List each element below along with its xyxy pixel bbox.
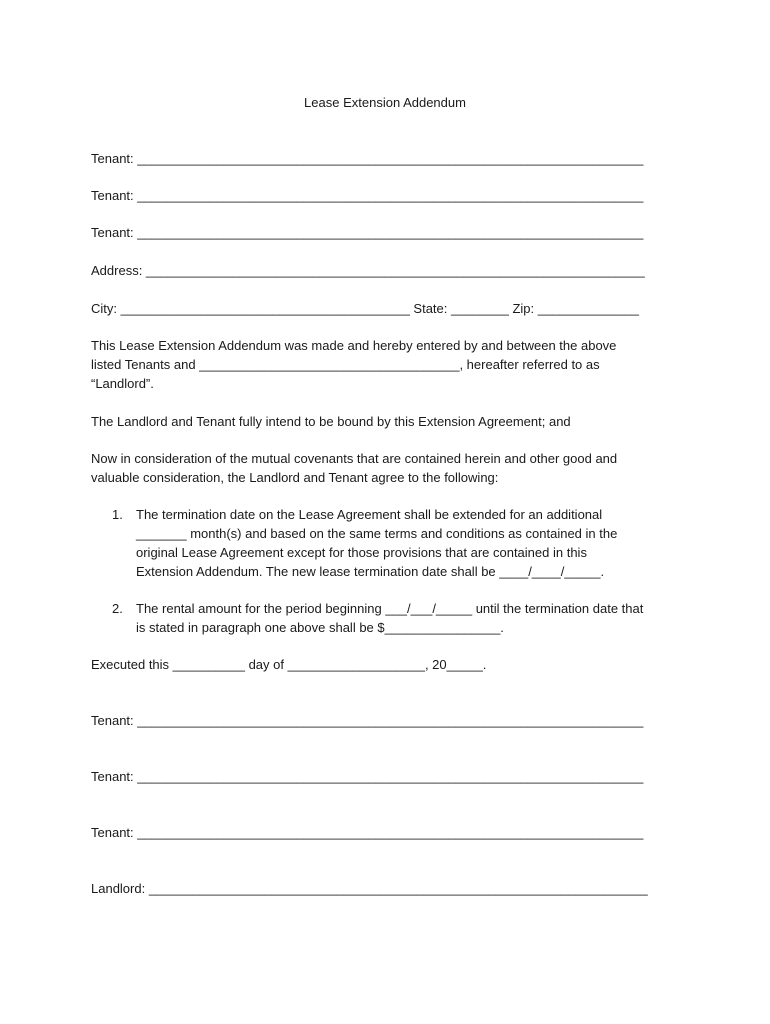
consideration-line: valuable consideration, the Landlord and Tenant agree to the following: bbox=[91, 470, 499, 485]
list-line: original Lease Agreement except for those provisions that are contained in this bbox=[136, 545, 587, 560]
intro-line: This Lease Extension Addendum was made and hereby entered by and between the above bbox=[91, 338, 617, 353]
address-field[interactable]: Address: _____________________________________________________________________ bbox=[91, 263, 645, 278]
months-blank-line[interactable]: _______ month(s) and based on the same terms and conditions as contained in the bbox=[136, 526, 618, 541]
consideration-paragraph bbox=[91, 449, 686, 487]
consideration-line: Now in consideration of the mutual covenants that are contained herein and other good and bbox=[91, 451, 618, 466]
tenant-signature-1[interactable]: Tenant: ______________________________________________________________________ bbox=[91, 713, 644, 728]
intent-paragraph bbox=[91, 412, 686, 431]
intro-paragraph bbox=[91, 336, 686, 393]
intro-line-landlord-blank[interactable]: listed Tenants and ____________________________________, hereafter referred to as bbox=[91, 357, 600, 372]
document-title: Lease Extension Addendum bbox=[304, 95, 466, 110]
rental-period-line[interactable]: The rental amount for the period beginning ___/___/_____ until the termination date that bbox=[136, 601, 644, 616]
list-item-body bbox=[136, 505, 617, 581]
tenant-field-3[interactable]: Tenant: ______________________________________________________________________ bbox=[91, 225, 644, 240]
list-item-1 bbox=[91, 505, 691, 581]
list-item-2 bbox=[91, 599, 691, 637]
landlord-signature[interactable]: Landlord: _____________________________________________________________________ bbox=[91, 881, 648, 896]
list-item-body bbox=[136, 599, 643, 637]
tenant-field-1[interactable]: Tenant: ______________________________________________________________________ bbox=[91, 151, 644, 166]
intent-line: The Landlord and Tenant fully intend to be bound by this Extension Agreement; and bbox=[91, 414, 571, 429]
rental-amount-line[interactable]: is stated in paragraph one above shall be $________________. bbox=[136, 620, 504, 635]
termination-date-line[interactable]: Extension Addendum. The new lease termination date shall be ____/____/_____. bbox=[136, 564, 605, 579]
list-line: The termination date on the Lease Agreement shall be extended for an additional bbox=[136, 507, 603, 522]
tenant-signature-2[interactable]: Tenant: ______________________________________________________________________ bbox=[91, 769, 644, 784]
city-state-zip-field[interactable]: City: ________________________________________ State: ________ Zip: ______________ bbox=[91, 301, 639, 316]
intro-line: “Landlord”. bbox=[91, 376, 154, 391]
list-number: 1. bbox=[112, 507, 123, 522]
list-number: 2. bbox=[112, 601, 123, 616]
executed-date-field[interactable]: Executed this __________ day of ___________________, 20_____. bbox=[91, 657, 487, 672]
tenant-field-2[interactable]: Tenant: ______________________________________________________________________ bbox=[91, 188, 644, 203]
tenant-signature-3[interactable]: Tenant: ______________________________________________________________________ bbox=[91, 825, 644, 840]
